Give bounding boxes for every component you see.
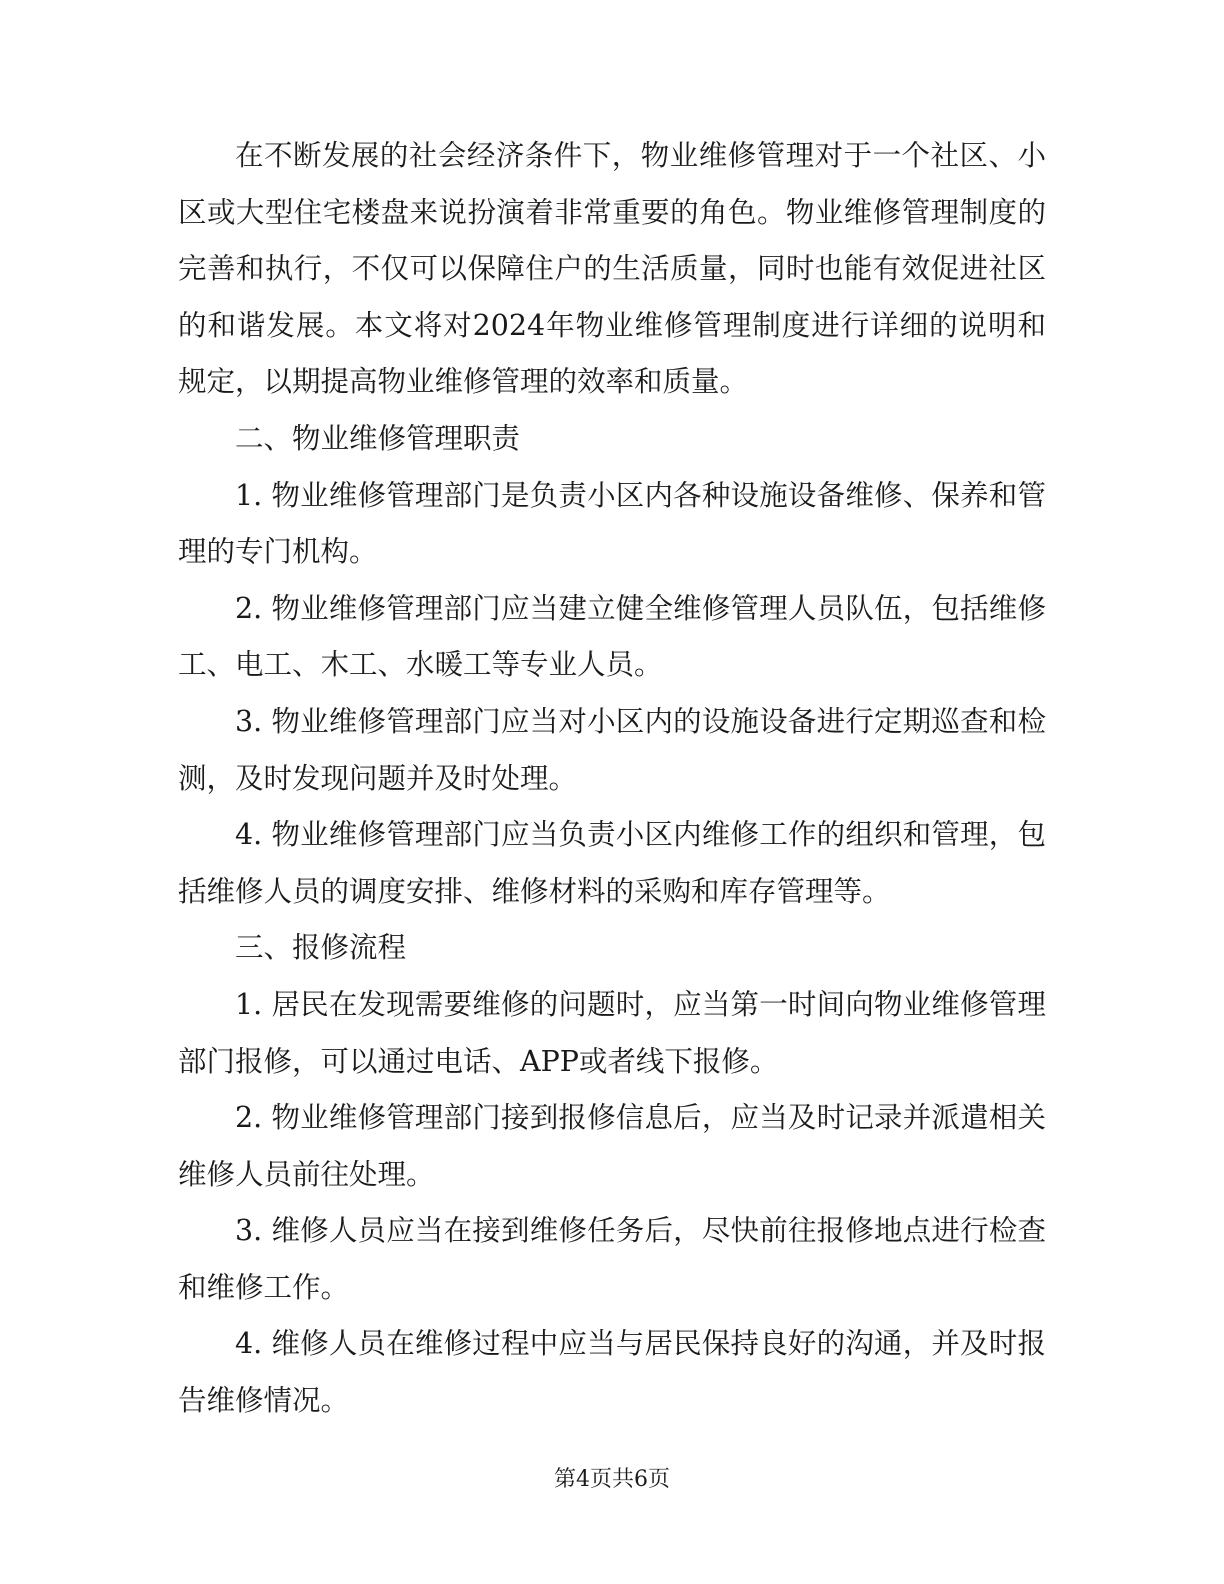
intro-paragraph: 在不断发展的社会经济条件下，物业维修管理对于一个社区、小区或大型住宅楼盘来说扮演着非常重要的角色。物业维修管理制度的完善和执行，不仅可以保障住户的生活质量，同时也能有效促进社区的和谐发展。本文将对2024年物业维修管理制度进行详细的说明和规定，以期提高物业维修管理的效率和质量。 [178,139,1046,399]
document-body [178,128,1046,1430]
section-heading-repair-process: 三、报修流程 [235,931,407,965]
responsibility-item-3: 3. 物业维修管理部门应当对小区内的设施设备进行定期巡查和检测，及时发现问题并及时处理。 [178,704,1046,795]
repair-process-item-2: 2. 物业维修管理部门接到报修信息后，应当及时记录并派遣相关维修人员前往处理。 [178,1101,1046,1191]
repair-process-item-3: 3. 维修人员应当在接到维修任务后，尽快前往报修地点进行检查和维修工作。 [178,1214,1046,1304]
responsibility-item-4: 4. 物业维修管理部门应当负责小区内维修工作的组织和管理，包括维修人员的调度安排、维修材料的采购和库存管理等。 [178,818,1046,908]
section-heading-responsibilities: 二、物业维修管理职责 [235,421,521,455]
repair-process-item-4: 4. 维修人员在维修过程中应当与居民保持良好的沟通，并及时报告维修情况。 [178,1327,1046,1418]
page-number: 第4页共6页 [554,1467,670,1492]
responsibility-item-2: 2. 物业维修管理部门应当建立健全维修管理人员队伍，包括维修工、电工、木工、水暖工等专业人员。 [178,591,1046,682]
repair-process-item-1: 1. 居民在发现需要维修的问题时，应当第一时间向物业维修管理部门报修，可以通过电话、APP或者线下报修。 [178,987,1046,1078]
responsibility-item-1: 1. 物业维修管理部门是负责小区内各种设施设备维修、保养和管理的专门机构。 [178,478,1046,569]
